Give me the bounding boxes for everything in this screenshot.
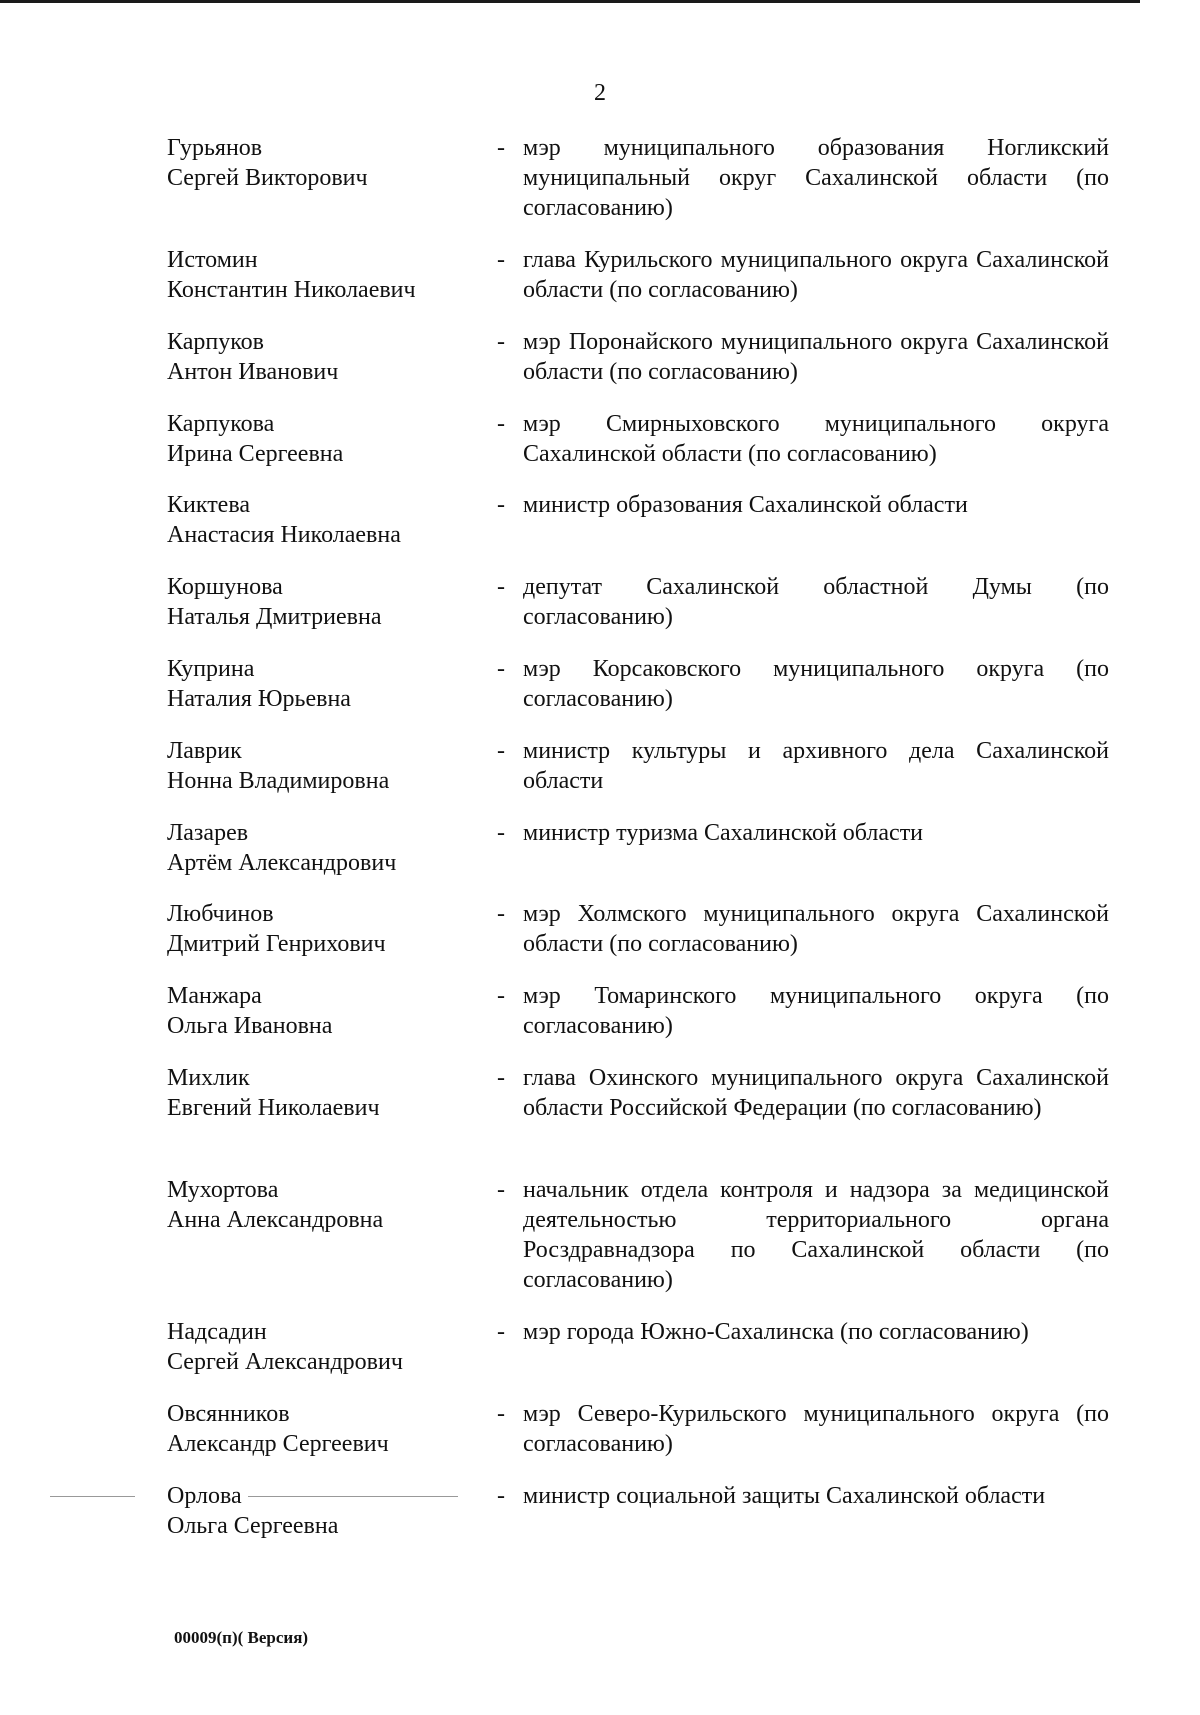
scan-artifact-line [248, 1496, 458, 1497]
member-name [167, 1063, 487, 1123]
member-role: мэр Холмского муниципального округа Сахалинской области (по согласованию) [523, 901, 1109, 957]
member-given-name: Евгений Николаевич [167, 1095, 380, 1121]
member-given-name: Ирина Сергеевна [167, 441, 344, 467]
member-role: министр культуры и архивного дела Сахалинской области [523, 738, 1109, 794]
member-surname: Михлик [167, 1065, 250, 1091]
member-name [167, 818, 487, 878]
separator-dash: - [497, 983, 505, 1009]
member-name [167, 1399, 487, 1459]
member-role: министр социальной защиты Сахалинской области [523, 1483, 1046, 1509]
member-surname: Карпукова [167, 411, 275, 437]
member-given-name: Константин Николаевич [167, 277, 416, 303]
member-surname: Гурьянов [167, 135, 263, 161]
member-name [167, 245, 487, 305]
member-name [167, 1175, 487, 1235]
member-given-name: Наталья Дмитриевна [167, 604, 382, 630]
member-surname: Куприна [167, 656, 255, 682]
member-role: мэр Смирныховского муниципального округа Сахалинской области (по согласованию) [523, 411, 1109, 467]
separator-dash: - [497, 247, 505, 273]
member-name [167, 1317, 487, 1377]
member-name [167, 490, 487, 550]
member-role: мэр города Южно-Сахалинска (по согласованию) [523, 1319, 1029, 1345]
member-name [167, 654, 487, 714]
member-role: мэр Корсаковского муниципального округа (по согласованию) [523, 656, 1109, 712]
member-name [167, 327, 487, 387]
separator-dash: - [497, 901, 505, 927]
member-surname: Киктева [167, 492, 251, 518]
member-role: глава Курильского муниципального округа Сахалинской области (по согласованию) [523, 247, 1109, 303]
page-number: 2 [594, 80, 606, 106]
member-name [167, 736, 487, 796]
scan-artifact-line [50, 1496, 135, 1497]
member-surname: Овсянников [167, 1401, 290, 1427]
member-role: министр образования Сахалинской области [523, 492, 968, 518]
member-role: мэр Северо-Курильского муниципального округа (по согласованию) [523, 1401, 1109, 1457]
member-name [167, 133, 487, 193]
separator-dash: - [497, 1319, 505, 1345]
member-name [167, 899, 487, 959]
member-given-name: Артём Александрович [167, 850, 397, 876]
member-role: депутат Сахалинской областной Думы (по согласованию) [523, 574, 1109, 630]
member-given-name: Анна Александровна [167, 1207, 384, 1233]
separator-dash: - [497, 135, 505, 161]
member-given-name: Сергей Викторович [167, 165, 368, 191]
separator-dash: - [497, 411, 505, 437]
separator-dash: - [497, 329, 505, 355]
member-surname: Коршунова [167, 574, 283, 600]
member-surname: Истомин [167, 247, 258, 273]
member-surname: Лаврик [167, 738, 242, 764]
member-role: мэр Поронайского муниципального округа Сахалинской области (по согласованию) [523, 329, 1109, 385]
separator-dash: - [497, 574, 505, 600]
member-given-name: Ольга Сергеевна [167, 1513, 339, 1539]
member-given-name: Антон Иванович [167, 359, 339, 385]
member-name [167, 981, 487, 1041]
member-surname: Лазарев [167, 820, 249, 846]
document-version-code: 00009(п)( Версия) [174, 1628, 309, 1647]
separator-dash: - [497, 1065, 505, 1091]
member-given-name: Ольга Ивановна [167, 1013, 333, 1039]
member-name [167, 409, 487, 469]
member-given-name: Александр Сергеевич [167, 1431, 389, 1457]
member-surname: Надсадин [167, 1319, 267, 1345]
member-surname: Карпуков [167, 329, 264, 355]
member-given-name: Сергей Александрович [167, 1349, 403, 1375]
separator-dash: - [497, 1401, 505, 1427]
member-surname: Манжара [167, 983, 262, 1009]
member-name [167, 572, 487, 632]
member-role: начальник отдела контроля и надзора за медицинской деятельностью территориального органа Росздравнадзора по Сахалинской области (по согласованию) [523, 1177, 1109, 1293]
member-role: мэр Томаринского муниципального округа (по согласованию) [523, 983, 1109, 1039]
member-name [167, 1481, 487, 1541]
member-role: министр туризма Сахалинской области [523, 820, 924, 846]
separator-dash: - [497, 1177, 505, 1203]
separator-dash: - [497, 656, 505, 682]
member-given-name: Наталия Юрьевна [167, 686, 351, 712]
separator-dash: - [497, 820, 505, 846]
separator-dash: - [497, 492, 505, 518]
member-given-name: Дмитрий Генрихович [167, 931, 386, 957]
member-given-name: Анастасия Николаевна [167, 522, 401, 548]
member-surname: Любчинов [167, 901, 274, 927]
member-role: глава Охинского муниципального округа Сахалинской области Российской Федерации (по согласованию) [523, 1065, 1109, 1121]
member-surname: Мухортова [167, 1177, 279, 1203]
member-surname: Орлова [167, 1483, 242, 1509]
separator-dash: - [497, 738, 505, 764]
separator-dash: - [497, 1483, 505, 1509]
member-given-name: Нонна Владимировна [167, 768, 390, 794]
member-role: мэр муниципального образования Ногликский муниципальный округ Сахалинской области (по согласованию) [523, 135, 1109, 221]
